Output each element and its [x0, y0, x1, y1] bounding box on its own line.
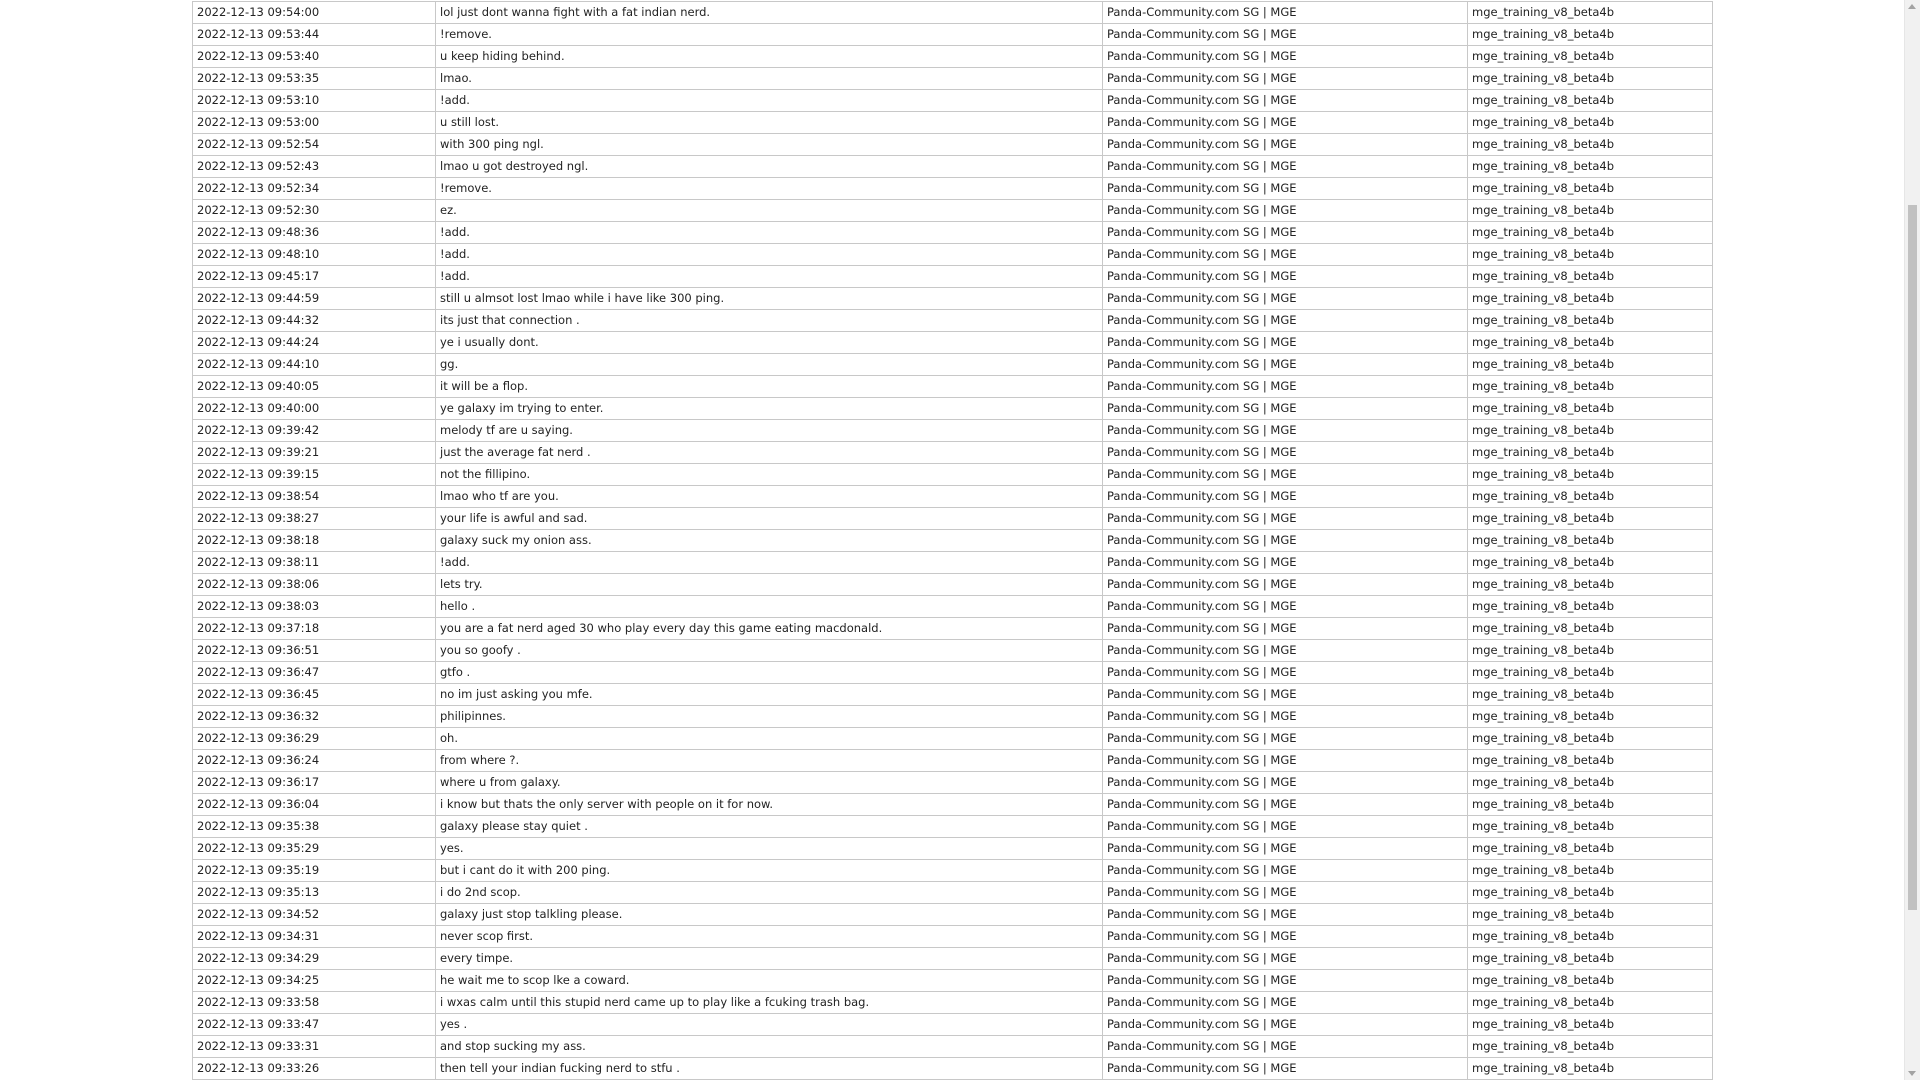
row-map-cell: mge_training_v8_beta4b: [1468, 46, 1713, 68]
table-row: [193, 860, 1713, 882]
row-map-cell: mge_training_v8_beta4b: [1468, 442, 1713, 464]
row-server-cell: Panda-Community.com SG | MGE: [1103, 2, 1468, 24]
row-date-cell: 2022-12-13 09:53:44: [193, 24, 436, 46]
row-date-cell: 2022-12-13 09:44:59: [193, 288, 436, 310]
row-date-cell: 2022-12-13 09:36:47: [193, 662, 436, 684]
row-server-cell: Panda-Community.com SG | MGE: [1103, 1036, 1468, 1058]
row-server-cell: Panda-Community.com SG | MGE: [1103, 354, 1468, 376]
row-message-cell: !remove.: [436, 24, 1103, 46]
row-message-cell: yes.: [436, 838, 1103, 860]
row-server-cell: Panda-Community.com SG | MGE: [1103, 948, 1468, 970]
row-message-cell: he wait me to scop lke a coward.: [436, 970, 1103, 992]
row-message-cell: with 300 ping ngl.: [436, 134, 1103, 156]
table-row: [193, 728, 1713, 750]
row-message-cell: galaxy just stop talkling please.: [436, 904, 1103, 926]
scrollbar-thumb[interactable]: [1908, 205, 1917, 910]
table-row: [193, 46, 1713, 68]
row-message-cell: melody tf are u saying.: [436, 420, 1103, 442]
table-row: [193, 750, 1713, 772]
table-row: [193, 354, 1713, 376]
row-date-cell: 2022-12-13 09:38:06: [193, 574, 436, 596]
table-row: [193, 442, 1713, 464]
row-map-cell: mge_training_v8_beta4b: [1468, 24, 1713, 46]
row-server-cell: Panda-Community.com SG | MGE: [1103, 376, 1468, 398]
row-date-cell: 2022-12-13 09:34:31: [193, 926, 436, 948]
row-date-cell: 2022-12-13 09:36:04: [193, 794, 436, 816]
row-date-cell: 2022-12-13 09:48:36: [193, 222, 436, 244]
row-message-cell: i know but thats the only server with people on it for now.: [436, 794, 1103, 816]
row-server-cell: Panda-Community.com SG | MGE: [1103, 706, 1468, 728]
row-message-cell: i wxas calm until this stupid nerd came up to play like a fcuking trash bag.: [436, 992, 1103, 1014]
table-row: [193, 1036, 1713, 1058]
row-date-cell: 2022-12-13 09:38:03: [193, 596, 436, 618]
row-map-cell: mge_training_v8_beta4b: [1468, 684, 1713, 706]
row-map-cell: mge_training_v8_beta4b: [1468, 200, 1713, 222]
row-map-cell: mge_training_v8_beta4b: [1468, 992, 1713, 1014]
row-server-cell: Panda-Community.com SG | MGE: [1103, 266, 1468, 288]
row-map-cell: mge_training_v8_beta4b: [1468, 112, 1713, 134]
row-date-cell: 2022-12-13 09:35:38: [193, 816, 436, 838]
row-message-cell: !add.: [436, 90, 1103, 112]
row-server-cell: Panda-Community.com SG | MGE: [1103, 684, 1468, 706]
row-map-cell: mge_training_v8_beta4b: [1468, 178, 1713, 200]
table-row: [193, 1014, 1713, 1036]
row-message-cell: never scop first.: [436, 926, 1103, 948]
row-message-cell: not the fillipino.: [436, 464, 1103, 486]
row-map-cell: mge_training_v8_beta4b: [1468, 288, 1713, 310]
row-message-cell: oh.: [436, 728, 1103, 750]
row-message-cell: galaxy please stay quiet .: [436, 816, 1103, 838]
row-map-cell: mge_training_v8_beta4b: [1468, 310, 1713, 332]
row-map-cell: mge_training_v8_beta4b: [1468, 552, 1713, 574]
row-map-cell: mge_training_v8_beta4b: [1468, 948, 1713, 970]
row-map-cell: mge_training_v8_beta4b: [1468, 904, 1713, 926]
table-row: [193, 332, 1713, 354]
row-map-cell: mge_training_v8_beta4b: [1468, 728, 1713, 750]
row-message-cell: lol just dont wanna fight with a fat indian nerd.: [436, 2, 1103, 24]
row-server-cell: Panda-Community.com SG | MGE: [1103, 24, 1468, 46]
table-row: [193, 596, 1713, 618]
row-message-cell: but i cant do it with 200 ping.: [436, 860, 1103, 882]
row-message-cell: yes .: [436, 1014, 1103, 1036]
row-message-cell: from where ?.: [436, 750, 1103, 772]
table-row: [193, 970, 1713, 992]
row-server-cell: Panda-Community.com SG | MGE: [1103, 68, 1468, 90]
row-server-cell: Panda-Community.com SG | MGE: [1103, 310, 1468, 332]
row-date-cell: 2022-12-13 09:35:29: [193, 838, 436, 860]
row-server-cell: Panda-Community.com SG | MGE: [1103, 574, 1468, 596]
row-map-cell: mge_training_v8_beta4b: [1468, 882, 1713, 904]
row-date-cell: 2022-12-13 09:38:11: [193, 552, 436, 574]
row-date-cell: 2022-12-13 09:48:10: [193, 244, 436, 266]
table-row: [193, 486, 1713, 508]
table-row: [193, 156, 1713, 178]
table-row: [193, 90, 1713, 112]
row-server-cell: Panda-Community.com SG | MGE: [1103, 244, 1468, 266]
row-map-cell: mge_training_v8_beta4b: [1468, 1058, 1713, 1080]
row-message-cell: u keep hiding behind.: [436, 46, 1103, 68]
table-row: [193, 1058, 1713, 1080]
row-server-cell: Panda-Community.com SG | MGE: [1103, 90, 1468, 112]
row-date-cell: 2022-12-13 09:35:13: [193, 882, 436, 904]
row-date-cell: 2022-12-13 09:52:34: [193, 178, 436, 200]
table-row: [193, 222, 1713, 244]
row-date-cell: 2022-12-13 09:35:19: [193, 860, 436, 882]
row-map-cell: mge_training_v8_beta4b: [1468, 970, 1713, 992]
row-server-cell: Panda-Community.com SG | MGE: [1103, 288, 1468, 310]
row-date-cell: 2022-12-13 09:38:54: [193, 486, 436, 508]
row-map-cell: mge_training_v8_beta4b: [1468, 134, 1713, 156]
row-date-cell: 2022-12-13 09:38:18: [193, 530, 436, 552]
table-row: [193, 794, 1713, 816]
row-message-cell: !add.: [436, 244, 1103, 266]
row-date-cell: 2022-12-13 09:53:40: [193, 46, 436, 68]
row-message-cell: gg.: [436, 354, 1103, 376]
row-message-cell: gtfo .: [436, 662, 1103, 684]
chat-log-body: [193, 2, 1713, 1080]
row-map-cell: mge_training_v8_beta4b: [1468, 90, 1713, 112]
row-server-cell: Panda-Community.com SG | MGE: [1103, 882, 1468, 904]
scroll-down-arrow-icon[interactable]: [1908, 1071, 1916, 1076]
row-server-cell: Panda-Community.com SG | MGE: [1103, 750, 1468, 772]
row-server-cell: Panda-Community.com SG | MGE: [1103, 112, 1468, 134]
row-date-cell: 2022-12-13 09:44:32: [193, 310, 436, 332]
row-map-cell: mge_training_v8_beta4b: [1468, 354, 1713, 376]
row-server-cell: Panda-Community.com SG | MGE: [1103, 596, 1468, 618]
row-date-cell: 2022-12-13 09:39:15: [193, 464, 436, 486]
row-message-cell: its just that connection .: [436, 310, 1103, 332]
row-message-cell: hello .: [436, 596, 1103, 618]
row-message-cell: lets try.: [436, 574, 1103, 596]
row-message-cell: ye galaxy im trying to enter.: [436, 398, 1103, 420]
row-server-cell: Panda-Community.com SG | MGE: [1103, 552, 1468, 574]
row-server-cell: Panda-Community.com SG | MGE: [1103, 508, 1468, 530]
row-date-cell: 2022-12-13 09:40:05: [193, 376, 436, 398]
row-map-cell: mge_training_v8_beta4b: [1468, 596, 1713, 618]
row-server-cell: Panda-Community.com SG | MGE: [1103, 904, 1468, 926]
row-map-cell: mge_training_v8_beta4b: [1468, 420, 1713, 442]
table-row: [193, 398, 1713, 420]
row-server-cell: Panda-Community.com SG | MGE: [1103, 618, 1468, 640]
row-date-cell: 2022-12-13 09:34:25: [193, 970, 436, 992]
row-message-cell: ye i usually dont.: [436, 332, 1103, 354]
row-server-cell: Panda-Community.com SG | MGE: [1103, 728, 1468, 750]
row-map-cell: mge_training_v8_beta4b: [1468, 640, 1713, 662]
row-server-cell: Panda-Community.com SG | MGE: [1103, 398, 1468, 420]
row-date-cell: 2022-12-13 09:53:35: [193, 68, 436, 90]
table-row: [193, 24, 1713, 46]
row-date-cell: 2022-12-13 09:45:17: [193, 266, 436, 288]
row-server-cell: Panda-Community.com SG | MGE: [1103, 838, 1468, 860]
row-message-cell: !add.: [436, 222, 1103, 244]
row-server-cell: Panda-Community.com SG | MGE: [1103, 332, 1468, 354]
table-row: [193, 508, 1713, 530]
row-map-cell: mge_training_v8_beta4b: [1468, 398, 1713, 420]
row-server-cell: Panda-Community.com SG | MGE: [1103, 156, 1468, 178]
row-message-cell: !add.: [436, 552, 1103, 574]
table-row: [193, 618, 1713, 640]
row-date-cell: 2022-12-13 09:52:43: [193, 156, 436, 178]
table-row: [193, 68, 1713, 90]
row-date-cell: 2022-12-13 09:53:10: [193, 90, 436, 112]
table-row: [193, 530, 1713, 552]
row-date-cell: 2022-12-13 09:44:24: [193, 332, 436, 354]
table-row: [193, 684, 1713, 706]
row-message-cell: still u almsot lost lmao while i have like 300 ping.: [436, 288, 1103, 310]
row-map-cell: mge_training_v8_beta4b: [1468, 486, 1713, 508]
row-map-cell: mge_training_v8_beta4b: [1468, 574, 1713, 596]
row-message-cell: you so goofy .: [436, 640, 1103, 662]
row-date-cell: 2022-12-13 09:44:10: [193, 354, 436, 376]
row-date-cell: 2022-12-13 09:36:17: [193, 772, 436, 794]
row-message-cell: !add.: [436, 266, 1103, 288]
table-row: [193, 640, 1713, 662]
row-map-cell: mge_training_v8_beta4b: [1468, 376, 1713, 398]
vertical-scrollbar[interactable]: [1904, 0, 1920, 1080]
row-server-cell: Panda-Community.com SG | MGE: [1103, 992, 1468, 1014]
row-date-cell: 2022-12-13 09:39:21: [193, 442, 436, 464]
row-map-cell: mge_training_v8_beta4b: [1468, 68, 1713, 90]
table-row: [193, 706, 1713, 728]
row-server-cell: Panda-Community.com SG | MGE: [1103, 530, 1468, 552]
row-server-cell: Panda-Community.com SG | MGE: [1103, 486, 1468, 508]
row-message-cell: galaxy suck my onion ass.: [436, 530, 1103, 552]
row-date-cell: 2022-12-13 09:33:26: [193, 1058, 436, 1080]
row-date-cell: 2022-12-13 09:33:58: [193, 992, 436, 1014]
row-map-cell: mge_training_v8_beta4b: [1468, 816, 1713, 838]
table-row: [193, 948, 1713, 970]
table-row: [193, 882, 1713, 904]
row-map-cell: mge_training_v8_beta4b: [1468, 926, 1713, 948]
row-message-cell: ez.: [436, 200, 1103, 222]
table-row: [193, 662, 1713, 684]
table-row: [193, 310, 1713, 332]
row-message-cell: it will be a flop.: [436, 376, 1103, 398]
table-row: [193, 926, 1713, 948]
row-map-cell: mge_training_v8_beta4b: [1468, 860, 1713, 882]
row-map-cell: mge_training_v8_beta4b: [1468, 1036, 1713, 1058]
row-map-cell: mge_training_v8_beta4b: [1468, 662, 1713, 684]
row-date-cell: 2022-12-13 09:53:00: [193, 112, 436, 134]
row-server-cell: Panda-Community.com SG | MGE: [1103, 420, 1468, 442]
row-date-cell: 2022-12-13 09:39:42: [193, 420, 436, 442]
row-server-cell: Panda-Community.com SG | MGE: [1103, 464, 1468, 486]
table-row: [193, 244, 1713, 266]
table-row: [193, 288, 1713, 310]
row-message-cell: lmao u got destroyed ngl.: [436, 156, 1103, 178]
table-row: [193, 992, 1713, 1014]
row-date-cell: 2022-12-13 09:52:54: [193, 134, 436, 156]
table-row: [193, 266, 1713, 288]
row-map-cell: mge_training_v8_beta4b: [1468, 750, 1713, 772]
row-map-cell: mge_training_v8_beta4b: [1468, 530, 1713, 552]
row-server-cell: Panda-Community.com SG | MGE: [1103, 794, 1468, 816]
row-map-cell: mge_training_v8_beta4b: [1468, 772, 1713, 794]
table-row: [193, 816, 1713, 838]
table-row: [193, 574, 1713, 596]
row-date-cell: 2022-12-13 09:36:24: [193, 750, 436, 772]
row-date-cell: 2022-12-13 09:36:45: [193, 684, 436, 706]
row-server-cell: Panda-Community.com SG | MGE: [1103, 200, 1468, 222]
row-map-cell: mge_training_v8_beta4b: [1468, 266, 1713, 288]
row-message-cell: then tell your indian fucking nerd to stfu .: [436, 1058, 1103, 1080]
row-date-cell: 2022-12-13 09:34:52: [193, 904, 436, 926]
row-date-cell: 2022-12-13 09:38:27: [193, 508, 436, 530]
row-map-cell: mge_training_v8_beta4b: [1468, 706, 1713, 728]
table-row: [193, 178, 1713, 200]
row-map-cell: mge_training_v8_beta4b: [1468, 618, 1713, 640]
row-date-cell: 2022-12-13 09:54:00: [193, 2, 436, 24]
row-map-cell: mge_training_v8_beta4b: [1468, 794, 1713, 816]
table-row: [193, 772, 1713, 794]
row-map-cell: mge_training_v8_beta4b: [1468, 508, 1713, 530]
row-server-cell: Panda-Community.com SG | MGE: [1103, 222, 1468, 244]
row-date-cell: 2022-12-13 09:37:18: [193, 618, 436, 640]
table-row: [193, 904, 1713, 926]
row-server-cell: Panda-Community.com SG | MGE: [1103, 1058, 1468, 1080]
row-server-cell: Panda-Community.com SG | MGE: [1103, 178, 1468, 200]
row-message-cell: lmao.: [436, 68, 1103, 90]
row-message-cell: !remove.: [436, 178, 1103, 200]
row-date-cell: 2022-12-13 09:33:47: [193, 1014, 436, 1036]
row-server-cell: Panda-Community.com SG | MGE: [1103, 46, 1468, 68]
row-server-cell: Panda-Community.com SG | MGE: [1103, 772, 1468, 794]
row-message-cell: every timpe.: [436, 948, 1103, 970]
row-message-cell: just the average fat nerd .: [436, 442, 1103, 464]
row-message-cell: i do 2nd scop.: [436, 882, 1103, 904]
table-row: [193, 420, 1713, 442]
row-server-cell: Panda-Community.com SG | MGE: [1103, 926, 1468, 948]
table-row: [193, 464, 1713, 486]
row-date-cell: 2022-12-13 09:36:32: [193, 706, 436, 728]
table-row: [193, 2, 1713, 24]
row-message-cell: lmao who tf are you.: [436, 486, 1103, 508]
row-map-cell: mge_training_v8_beta4b: [1468, 156, 1713, 178]
row-map-cell: mge_training_v8_beta4b: [1468, 838, 1713, 860]
row-message-cell: where u from galaxy.: [436, 772, 1103, 794]
table-row: [193, 838, 1713, 860]
row-server-cell: Panda-Community.com SG | MGE: [1103, 860, 1468, 882]
row-map-cell: mge_training_v8_beta4b: [1468, 332, 1713, 354]
row-date-cell: 2022-12-13 09:52:30: [193, 200, 436, 222]
row-message-cell: no im just asking you mfe.: [436, 684, 1103, 706]
table-row: [193, 200, 1713, 222]
table-row: [193, 552, 1713, 574]
row-server-cell: Panda-Community.com SG | MGE: [1103, 134, 1468, 156]
row-server-cell: Panda-Community.com SG | MGE: [1103, 662, 1468, 684]
row-server-cell: Panda-Community.com SG | MGE: [1103, 442, 1468, 464]
row-message-cell: u still lost.: [436, 112, 1103, 134]
row-date-cell: 2022-12-13 09:40:00: [193, 398, 436, 420]
row-map-cell: mge_training_v8_beta4b: [1468, 244, 1713, 266]
row-message-cell: your life is awful and sad.: [436, 508, 1103, 530]
scroll-up-arrow-icon[interactable]: [1908, 4, 1916, 9]
row-server-cell: Panda-Community.com SG | MGE: [1103, 640, 1468, 662]
row-date-cell: 2022-12-13 09:36:29: [193, 728, 436, 750]
table-row: [193, 134, 1713, 156]
row-date-cell: 2022-12-13 09:36:51: [193, 640, 436, 662]
row-map-cell: mge_training_v8_beta4b: [1468, 2, 1713, 24]
table-row: [193, 112, 1713, 134]
row-server-cell: Panda-Community.com SG | MGE: [1103, 816, 1468, 838]
row-map-cell: mge_training_v8_beta4b: [1468, 464, 1713, 486]
row-map-cell: mge_training_v8_beta4b: [1468, 222, 1713, 244]
row-date-cell: 2022-12-13 09:33:31: [193, 1036, 436, 1058]
row-server-cell: Panda-Community.com SG | MGE: [1103, 1014, 1468, 1036]
row-server-cell: Panda-Community.com SG | MGE: [1103, 970, 1468, 992]
chat-log-table: [192, 1, 1713, 1080]
row-map-cell: mge_training_v8_beta4b: [1468, 1014, 1713, 1036]
row-message-cell: philipinnes.: [436, 706, 1103, 728]
table-row: [193, 376, 1713, 398]
row-message-cell: and stop sucking my ass.: [436, 1036, 1103, 1058]
row-date-cell: 2022-12-13 09:34:29: [193, 948, 436, 970]
row-message-cell: you are a fat nerd aged 30 who play every day this game eating macdonald.: [436, 618, 1103, 640]
